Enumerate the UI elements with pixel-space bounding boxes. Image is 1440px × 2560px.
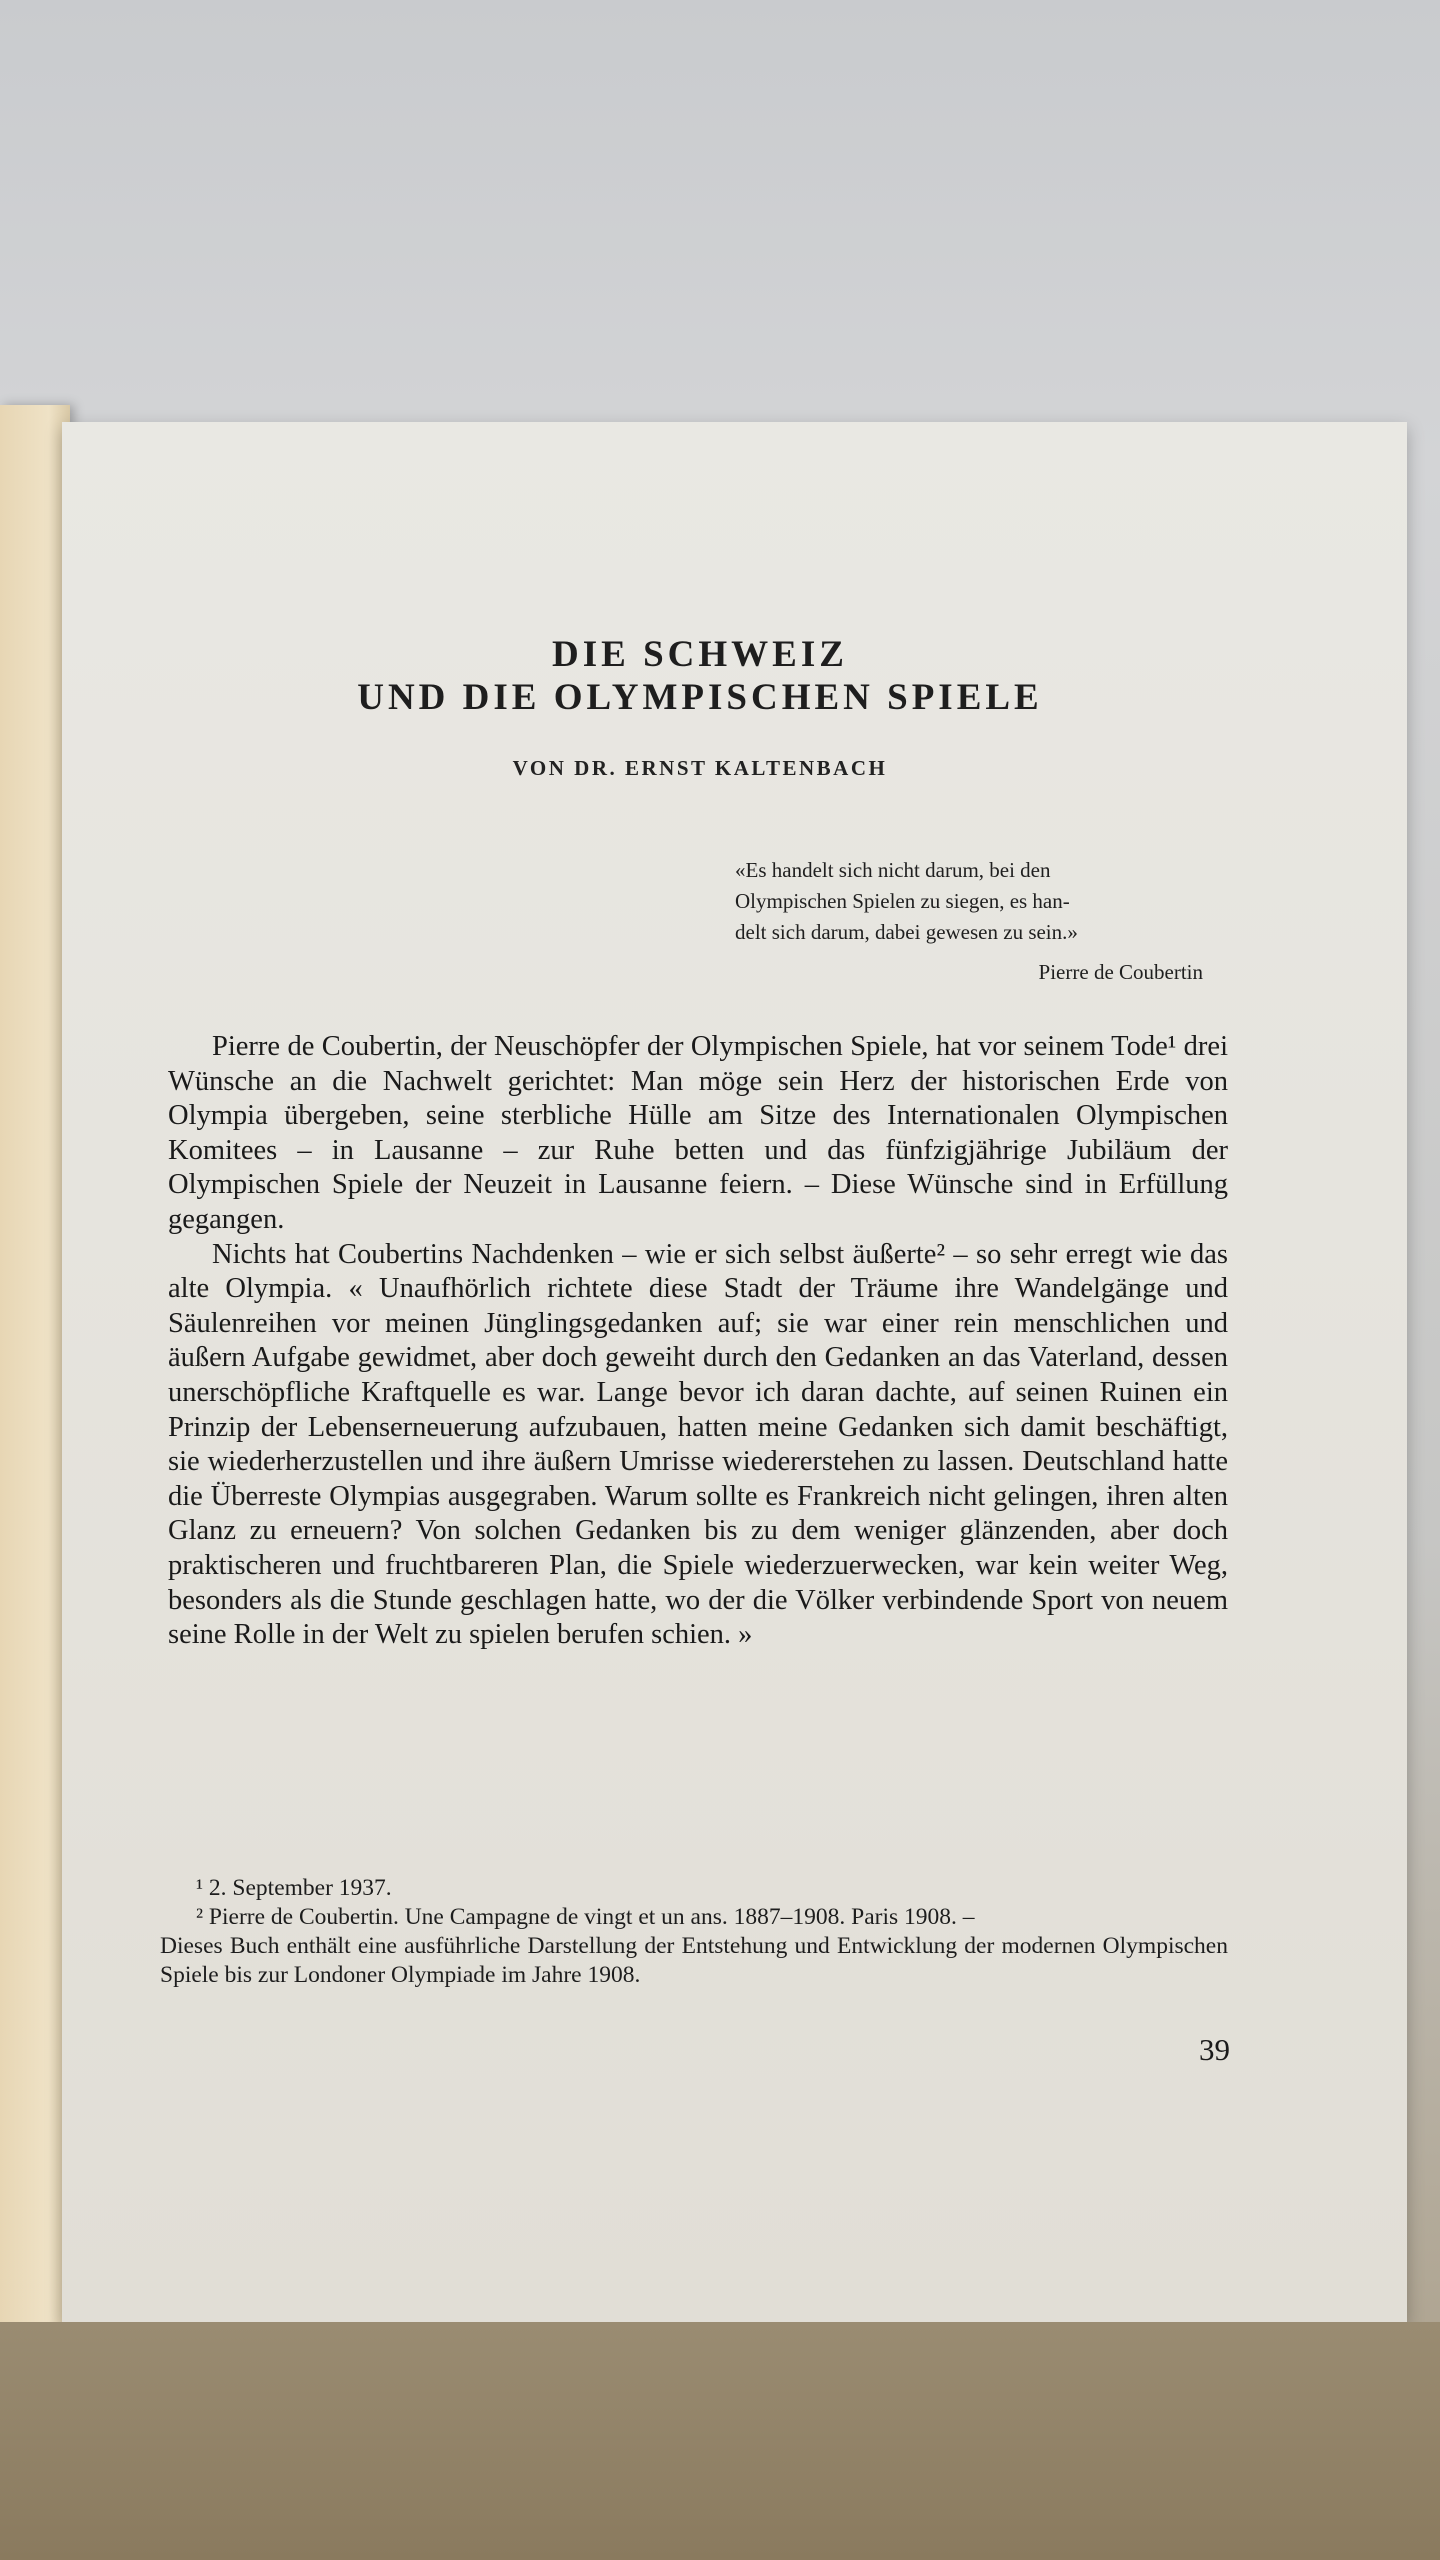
epigraph-line: Olympischen Spielen zu siegen, es han-	[735, 889, 1070, 913]
body-paragraph: Pierre de Coubertin, der Neuschöpfer der Olympischen Spiele, hat vor seinem Tode¹ drei Wünsche an die Nachwelt gerichtet: Man möge sein Herz der historischen Erde von Olympia übergeben, seine sterbliche Hülle am Sitze des Internationalen Olympischen Komitees – in Lausanne – zur Ruhe betten und das fünfzigjährige Jubiläum der Olympischen Spiele der Neuzeit in Lausanne feiern. – Diese Wünsche sind in Erfüllung gegangen.	[168, 1031, 1228, 1235]
article-title-line1: DIE SCHWEIZ	[552, 634, 848, 675]
epigraph-line: delt sich darum, dabei gewesen zu sein.»	[735, 920, 1078, 944]
page-number: 39	[1199, 2032, 1230, 2067]
footnote-1: ¹ 2. September 1937.	[196, 1875, 392, 1901]
footnote-2-first-line: ² Pierre de Coubertin. Une Campagne de vingt et un ans. 1887–1908. Paris 1908. –	[196, 1904, 975, 1930]
article-body	[168, 1030, 1228, 1653]
body-paragraph: Nichts hat Coubertins Nachdenken – wie er sich selbst äußerte² – so sehr erregt wie das alte Olympia. « Unaufhörlich richtete diese Stadt der Träume ihre Wandelgänge und Säulenreihen vor meinen Jünglingsgedanken auf; sie war einer rein menschlichen und äußern Aufgabe gewidmet, aber doch geweiht durch den Gedanken an das Vaterland, dessen unerschöpfliche Kraftquelle es war. Lange bevor ich daran dachte, auf seinen Ruinen ein Prinzip der Lebenserneuerung aufzubauen, hatten meine Gedanken sich damit beschäftigt, sie wiederherzustellen und ihre äußern Umrisse wiedererstehen zu lassen. Deutschland hatte die Überreste Olympias ausgegraben. Warum sollte es Frankreich nicht gelingen, ihren alten Glanz zu erneuern? Von solchen Gedanken bis zu dem weniger glänzenden, aber doch praktischeren und fruchtbareren Plan, die Spiele wiederzuerwecken, war kein weiter Weg, besonders als die Stunde geschlagen hatte, wo der die Völker verbindende Sport von neuem seine Rolle in der Welt zu spielen berufen schien. »	[168, 1238, 1228, 1651]
footnotes	[160, 1874, 1228, 1990]
table-surface	[0, 2322, 1440, 2560]
epigraph-author: Pierre de Coubertin	[1038, 960, 1203, 984]
article-title-line2: UND DIE OLYMPISCHEN SPIELE	[357, 677, 1043, 718]
epigraph-line: «Es handelt sich nicht darum, bei den	[735, 858, 1051, 882]
epigraph-quote	[735, 855, 1215, 948]
author-byline: VON DR. ERNST KALTENBACH	[512, 756, 888, 780]
footnote-2-continuation: Dieses Buch enthält eine ausführliche Darstellung der Entstehung und Entwicklung der modernen Olympischen Spiele bis zur Londoner Olympiade im Jahre 1908.	[160, 1933, 1228, 1988]
